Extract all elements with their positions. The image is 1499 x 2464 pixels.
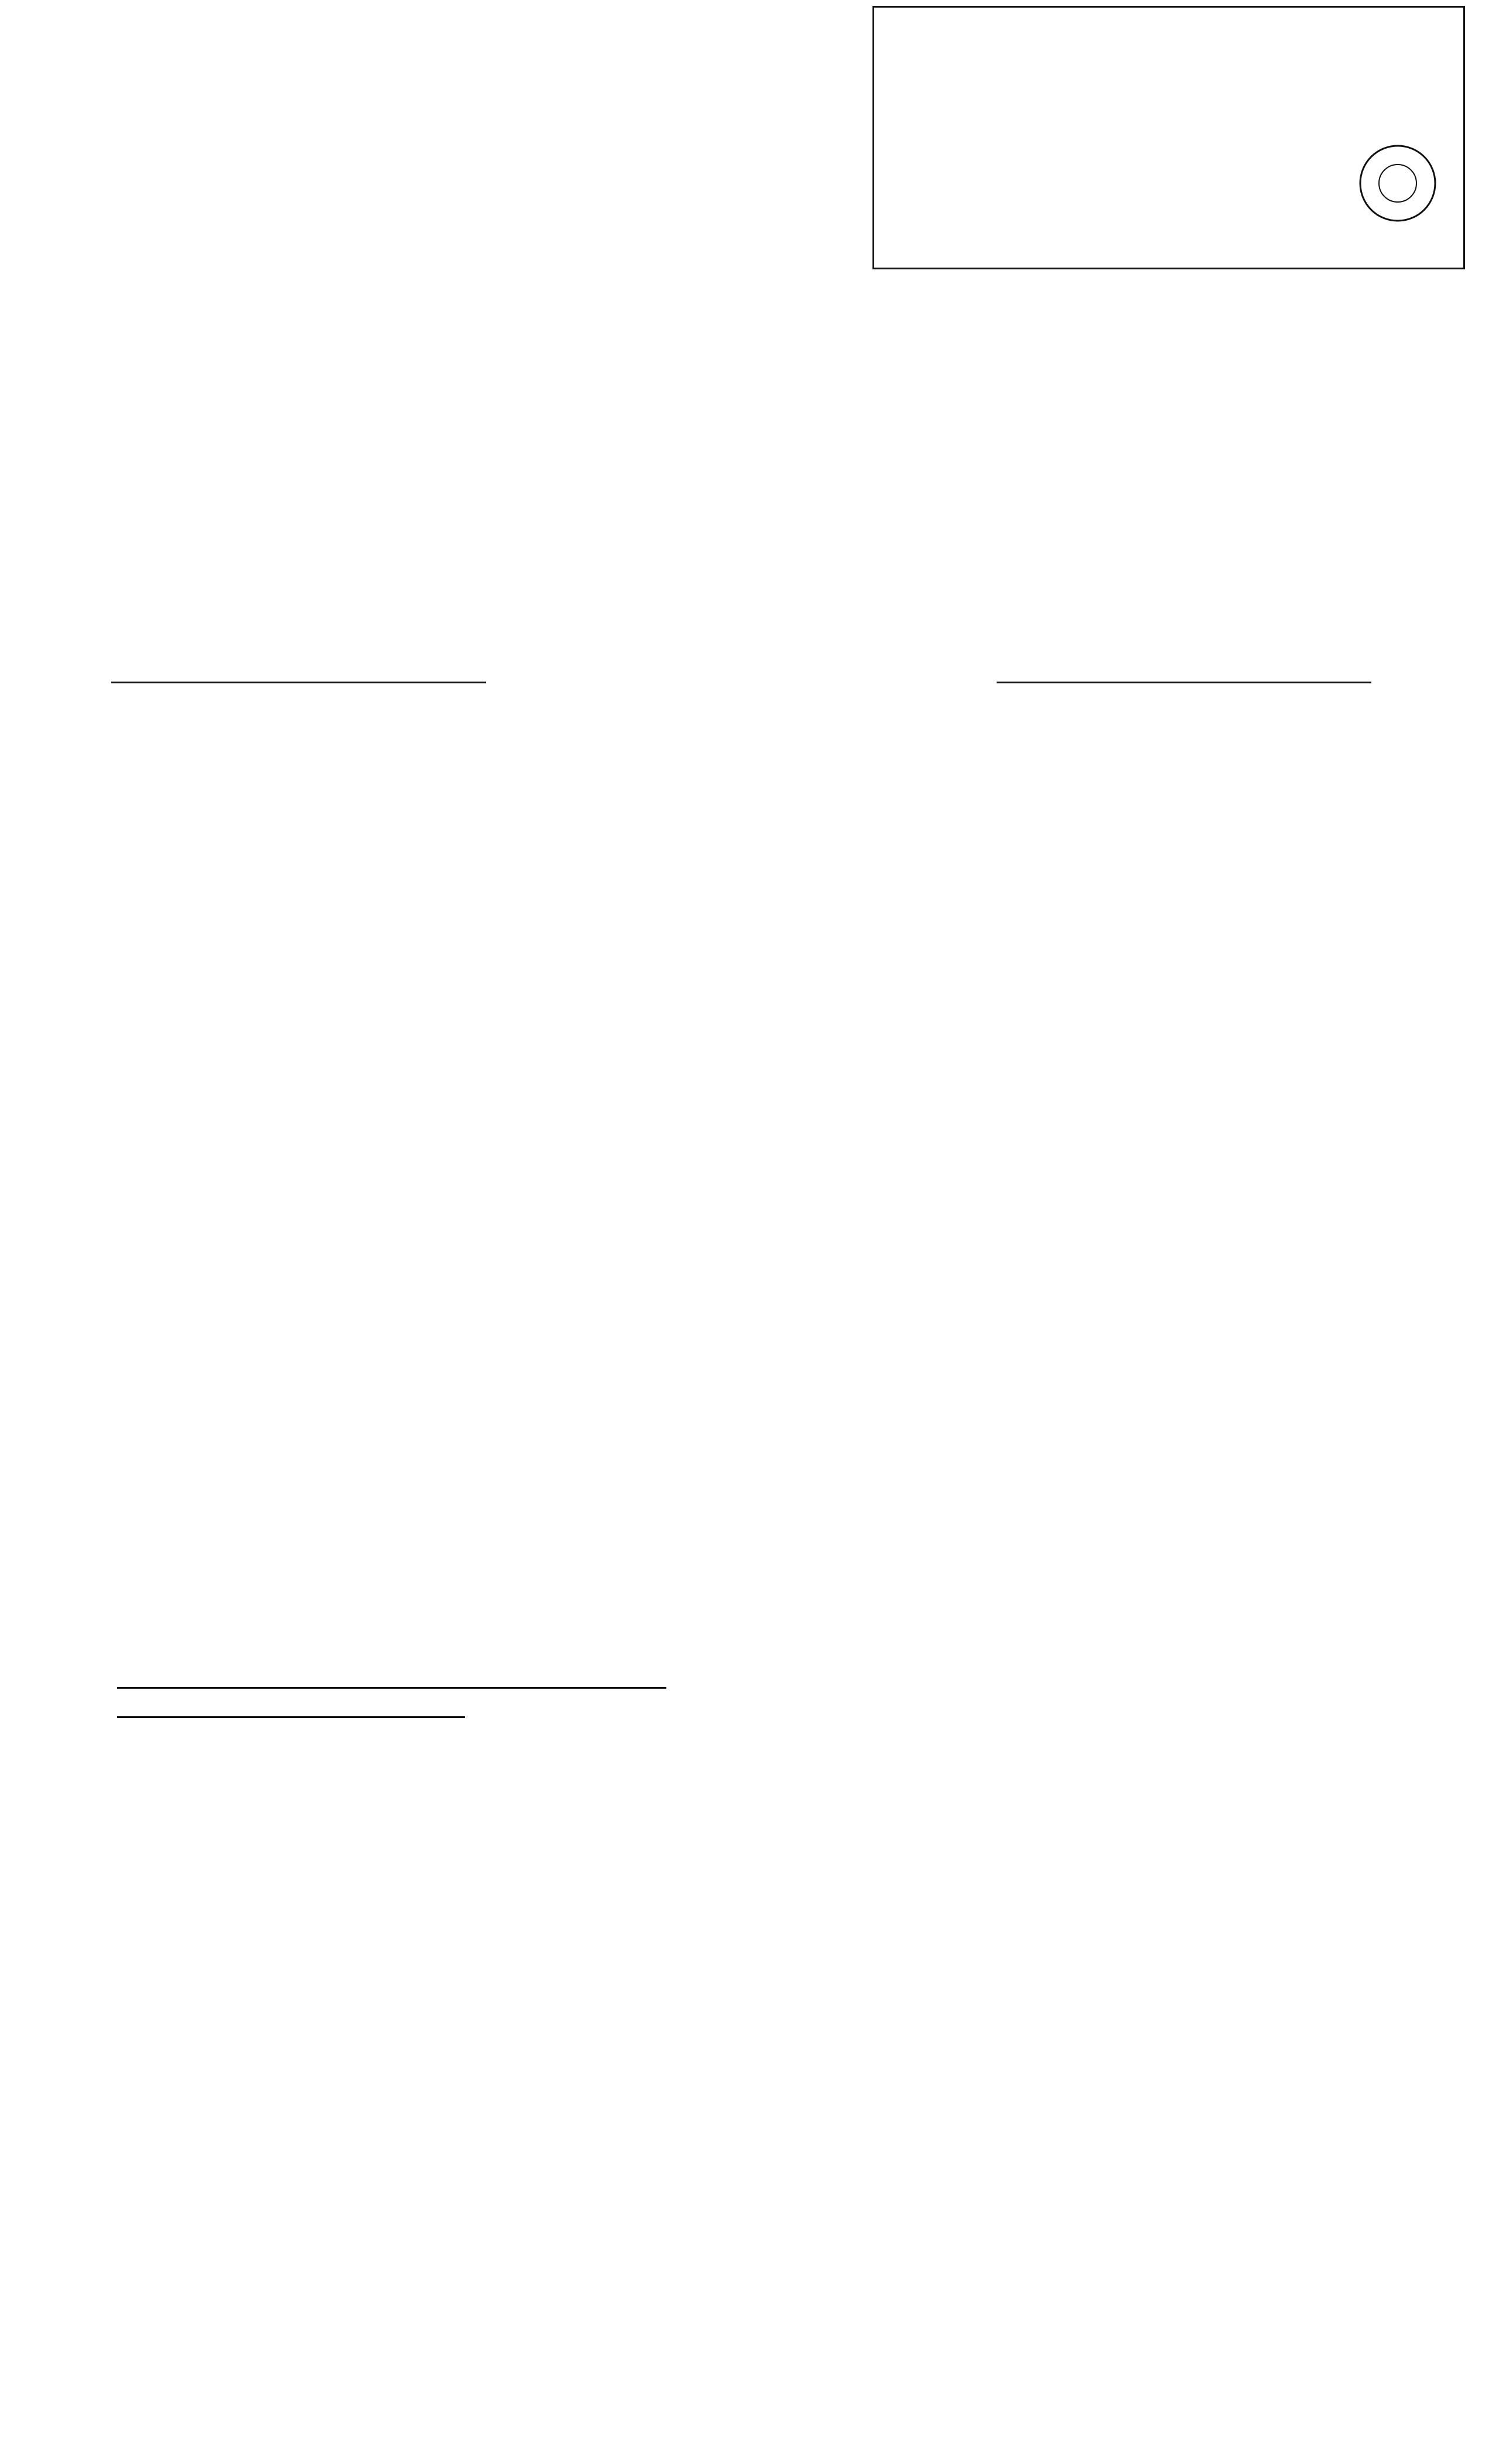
prior-doc-paragraph xyxy=(117,1666,1358,1725)
page-blank xyxy=(508,1667,666,1689)
book-blank xyxy=(355,1667,508,1689)
site-address-block xyxy=(117,1526,1358,1585)
recorded-blank xyxy=(117,1667,355,1689)
county-seal-icon xyxy=(1358,143,1438,223)
recording-stamp xyxy=(872,6,1465,269)
doc-no-blank xyxy=(117,1696,465,1718)
barcode xyxy=(937,38,1441,80)
separator-line-right xyxy=(997,682,1371,683)
separator-line-left xyxy=(111,682,486,683)
